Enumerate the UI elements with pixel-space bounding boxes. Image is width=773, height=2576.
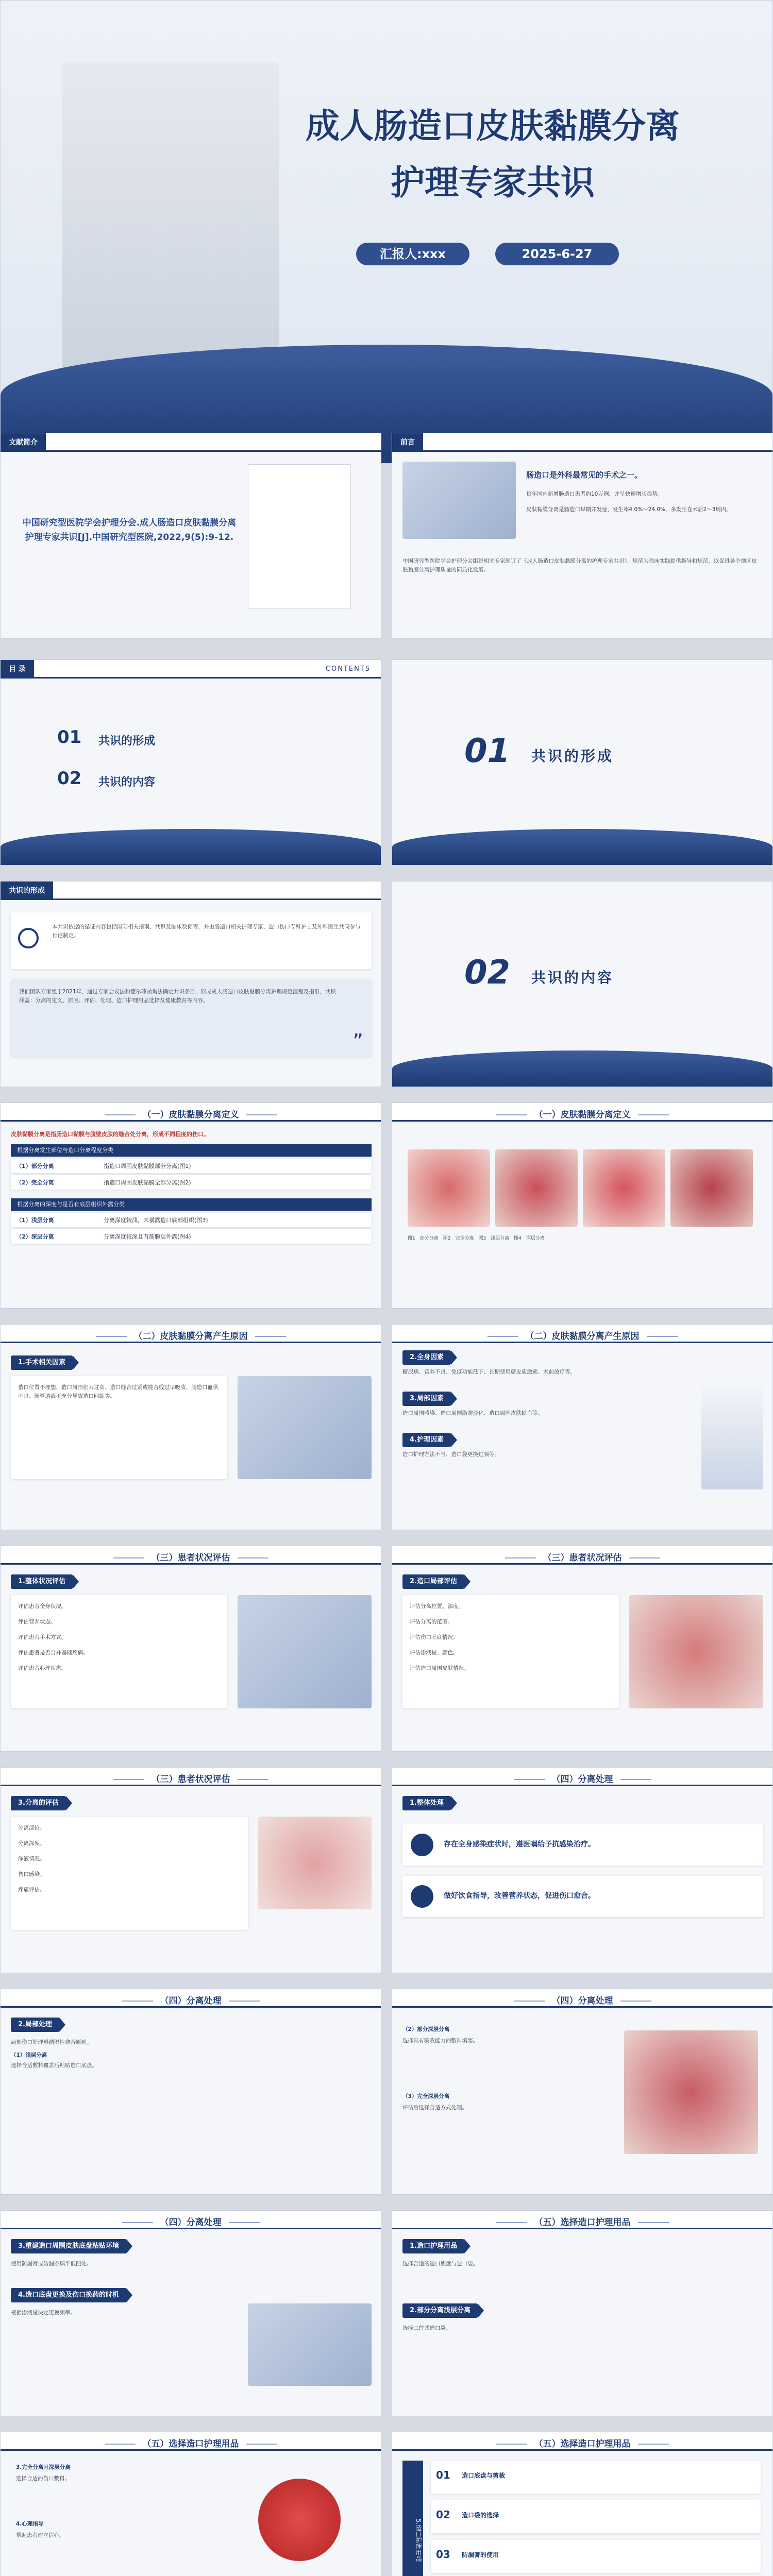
def1-bar1: 根据分离发生部位与造口分离程度分类 <box>11 1144 372 1157</box>
cause1-title: （二）皮肤黏膜分离产生原因 <box>1 1329 381 1342</box>
foreword-b2: 皮肤黏膜分离是肠造口早期并发症，发生率4.0%～24.0%，多发生在术后2～3周内。 <box>526 506 732 513</box>
cause2-title: （二）皮肤黏膜分离产生原因 <box>392 1329 772 1342</box>
part1-title: 共识的形成 <box>531 748 614 765</box>
fig-caption: 图1 部分分离 图2 完全分离 图3 浅层分离 图4 深层分离 <box>408 1236 545 1241</box>
step-02: 02 造口袋的选择 <box>431 2500 761 2533</box>
treat1-title: （四）分离处理 <box>392 1772 772 1785</box>
cause1-photo <box>238 1376 372 1479</box>
assess3-list: 分离部位。 分离深度。 渗液情况。 伤口感染。 疼痛评估。 <box>11 1817 248 1930</box>
slide-foreword <box>392 433 773 639</box>
slide-part2 <box>392 881 773 1087</box>
def1-row3: （1）浅层分离 分离深度较浅，未暴露造口底部组织(图3) <box>11 1213 372 1227</box>
def1-red: 皮肤黏膜分离是指肠造口黏膜与腹壁皮肤的缝合处分离，形成不同程度的伤口。 <box>11 1131 209 1138</box>
slide-formation <box>0 881 381 1087</box>
def1-bar2: 根据分离的深度与是否有底层组织外露分类 <box>11 1198 372 1211</box>
slide-def2 <box>392 1103 773 1309</box>
slide-cover <box>0 0 773 464</box>
assess1-h1: 1.整体状况评估 <box>11 1574 73 1589</box>
cover-title-1: 成人肠造口皮肤黏膜分离 <box>306 106 680 146</box>
def1-row4: （2）深层分离 分离深度较深且有筋膜层外露(图4) <box>11 1229 372 1244</box>
tag-formation: 共识的形成 <box>1 882 53 900</box>
slide-treat1 <box>392 1767 773 1973</box>
cause1-card: 造口位置不理想、造口周围张力过高、造口缝合过紧或缝合线过早吸收、肠造口血供不良、肠管游离不充分导致造口回缩等。 <box>11 1376 227 1479</box>
toc-1-label: 共识的形成 <box>98 735 156 748</box>
assess2-title: （三）患者状况评估 <box>392 1550 772 1563</box>
slide-treat3: （四）分离处理 （2）部分深层分离 选择具有吸收能力的敷料填塞。 （3）完全深层分离 评估后选择合适方式处理。 <box>392 1989 773 2195</box>
fig4-photo <box>670 1149 753 1227</box>
foreword-b1: 每年国内新增肠造口患者约10万例，并呈快速增长趋势。 <box>526 491 663 497</box>
supply3-title: （五）选择造口护理用品 <box>392 2436 772 2449</box>
slide-assess1 <box>0 1546 381 1752</box>
step-01: 01 造口底盘与剪裁 <box>431 2461 761 2494</box>
slide-toc <box>0 659 381 866</box>
supply2-title: （五）选择造口护理用品 <box>1 2436 381 2449</box>
treat3-photo <box>624 2030 758 2154</box>
def2-title: （一）皮肤黏膜分离定义 <box>392 1107 772 1120</box>
treat4-photo <box>248 2303 372 2386</box>
assess2-photo <box>629 1595 763 1708</box>
cause2-h3: 4.护理因素 <box>402 1433 451 1447</box>
supply1-title: （五）选择造口护理用品 <box>392 2215 772 2228</box>
assess2-list: 评估分离位置、深度。 评估分离的范围。 评估伤口基底情况。 评估渗液量、颜色。 评估造口周围皮肤情况。 <box>402 1595 619 1708</box>
step-03: 03 防漏膏的使用 <box>431 2540 761 2573</box>
treat4-h2: 4.造口底盘更换及伤口换药的时机 <box>11 2288 126 2302</box>
quote-icon: ” <box>352 1030 363 1054</box>
treat2-title: （四）分离处理 <box>1 1993 381 2006</box>
treat1-h1: 1.整体处理 <box>402 1796 451 1810</box>
slide-part1 <box>392 659 773 866</box>
assess3-photo <box>258 1817 372 1909</box>
shield-icon <box>411 1834 433 1856</box>
foreword-para: 中国研究型医院学会护理分会组织相关专家制订了《成人肠造口皮肤黏膜分离的护理专家共识》，规范为临床实践提供指导和规范，以促进各个地区皮肤黏膜分离护理质量的同质化发展。 <box>402 558 757 573</box>
toc-2-num: 02 <box>57 768 82 789</box>
treat1-card1: 存在全身感染症状时，遵医嘱给予抗感染治疗。 <box>402 1824 763 1866</box>
formation-card-2 <box>11 979 372 1057</box>
nurse-figure <box>701 1386 763 1489</box>
foreword-lead: 肠造口是外科最常见的手术之一。 <box>526 470 643 480</box>
cause1-h1: 1.手术相关因素 <box>11 1355 73 1370</box>
part2-num: 02 <box>464 954 511 992</box>
slide-assess2 <box>392 1546 773 1752</box>
formation-card-1 <box>11 912 372 969</box>
reporter-pill: 汇报人:xxx <box>356 243 469 265</box>
cite-text: 中国研究型医院学会护理分会.成人肠造口皮肤黏膜分离护理专家共识[J].中国研究型医院,2022,9(5):9-12. <box>22 518 237 543</box>
cover-title-2: 护理专家共识 <box>391 163 595 202</box>
part2-title: 共识的内容 <box>531 969 614 986</box>
assess1-title: （三）患者状况评估 <box>1 1550 381 1563</box>
search-icon <box>18 928 39 948</box>
fig3-photo <box>583 1149 665 1227</box>
formation-p2: 我们团队专家组于2021年，通过专家会议法和德尔菲函询法确定共识条目，形成成人肠造口皮肤黏膜分离护理规范流程及指引，共识涵盖：分离的定义、原因、评估、处理、造口护理用品选择及健康教育等内容。 <box>19 989 336 1004</box>
doc-thumb <box>248 464 351 608</box>
slide-supply3 <box>392 2432 773 2576</box>
supply1-h1: 1.造口护理用品 <box>402 2239 464 2253</box>
heart-icon <box>258 2479 341 2561</box>
fig2-photo <box>495 1149 578 1227</box>
tag-literature: 文献简介 <box>1 433 46 452</box>
assess1-photo <box>238 1595 372 1708</box>
slide-supply1: （五）选择造口护理用品 1.造口护理用品 选择合适的造口底盘与造口袋。 2.部分分离浅层分离 选择二件式造口袋。 <box>392 2210 773 2416</box>
fig1-photo <box>408 1149 490 1227</box>
def1-title: （一）皮肤黏膜分离定义 <box>1 1107 381 1120</box>
def1-row1: （1）部分分离 指造口周围皮肤黏膜部分分离(图1) <box>11 1159 372 1173</box>
food-icon <box>411 1885 433 1908</box>
supply3-side: 5.造口护理用品 <box>402 2461 423 2576</box>
slide-def1 <box>0 1103 381 1309</box>
assess2-h1: 2.造口局部评估 <box>402 1574 464 1589</box>
cause2-h1: 2.全身因素 <box>402 1350 451 1365</box>
date-pill: 2025-6-27 <box>495 243 619 265</box>
slide-treat2: （四）分离处理 2.局部处理 局部伤口处理遵循湿性愈合原则。 （1）浅层分离 选择合适敷料覆盖后粘贴造口底盘。 <box>0 1989 381 2195</box>
tag-foreword: 前言 <box>392 433 423 452</box>
def1-row2: （2）完全分离 指造口周围皮肤黏膜全部分离(图2) <box>11 1175 372 1190</box>
treat4-title: （四）分离处理 <box>1 2215 381 2228</box>
part1-num: 01 <box>464 732 511 770</box>
treat3-title: （四）分离处理 <box>392 1993 772 2006</box>
slide-supply2: （五）选择造口护理用品 3.完全分离且深层分离 选择合适的伤口敷料。 4.心理指导 帮助患者建立信心。 <box>0 2432 381 2576</box>
assess3-title: （三）患者状况评估 <box>1 1772 381 1785</box>
treat4-h1: 3.重建造口周围皮肤底盘粘贴环境 <box>11 2239 126 2253</box>
slide-cause2: （二）皮肤黏膜分离产生原因 2.全身因素 糖尿病、营养不良、免疫功能低下、长期使用糖皮质激素、术前放疗等。 3.局部因素 造口周围感染、造口周围脂肪液化、造口周围皮肤缺血等。 4.护理因素 造口护理方法不当、造口袋更换过频等。 <box>392 1324 773 1530</box>
slide-literature <box>0 433 381 639</box>
assess1-list: 评估患者全身状况。 评估营养状态。 评估患者手术方式。 评估患者是否合并基础疾病。 评估患者心理状态。 <box>11 1595 227 1708</box>
toc-2-label: 共识的内容 <box>98 776 156 789</box>
cause2-h2: 3.局部因素 <box>402 1392 451 1406</box>
toc-1-num: 01 <box>57 727 82 748</box>
slide-treat4: （四）分离处理 3.重建造口周围皮肤底盘粘贴环境 使用防漏膏或防漏条填平低凹处。 4.造口底盘更换及伤口换药的时机 根据渗液量决定更换频率。 <box>0 2210 381 2416</box>
slide-assess3 <box>0 1767 381 1973</box>
formation-p1: 本共识依据的循证内容包括国际相关指南、共识及临床数据等，并由肠造口相关护理专家、造口伤口专科护士及外科医生共同参与讨论制定。 <box>52 924 361 939</box>
assess3-h1: 3.分离的评估 <box>11 1796 66 1810</box>
tag-toc: 目 录 <box>1 660 34 679</box>
treat1-card2: 做好饮食指导，改善营养状态，促进伤口愈合。 <box>402 1876 763 1917</box>
treat2-h1: 2.局部处理 <box>11 2018 59 2032</box>
foreword-photo <box>402 462 516 539</box>
supply1-h2: 2.部分分离浅层分离 <box>402 2303 478 2318</box>
slide-cause1 <box>0 1324 381 1530</box>
toc-contents: CONTENTS <box>325 665 371 673</box>
